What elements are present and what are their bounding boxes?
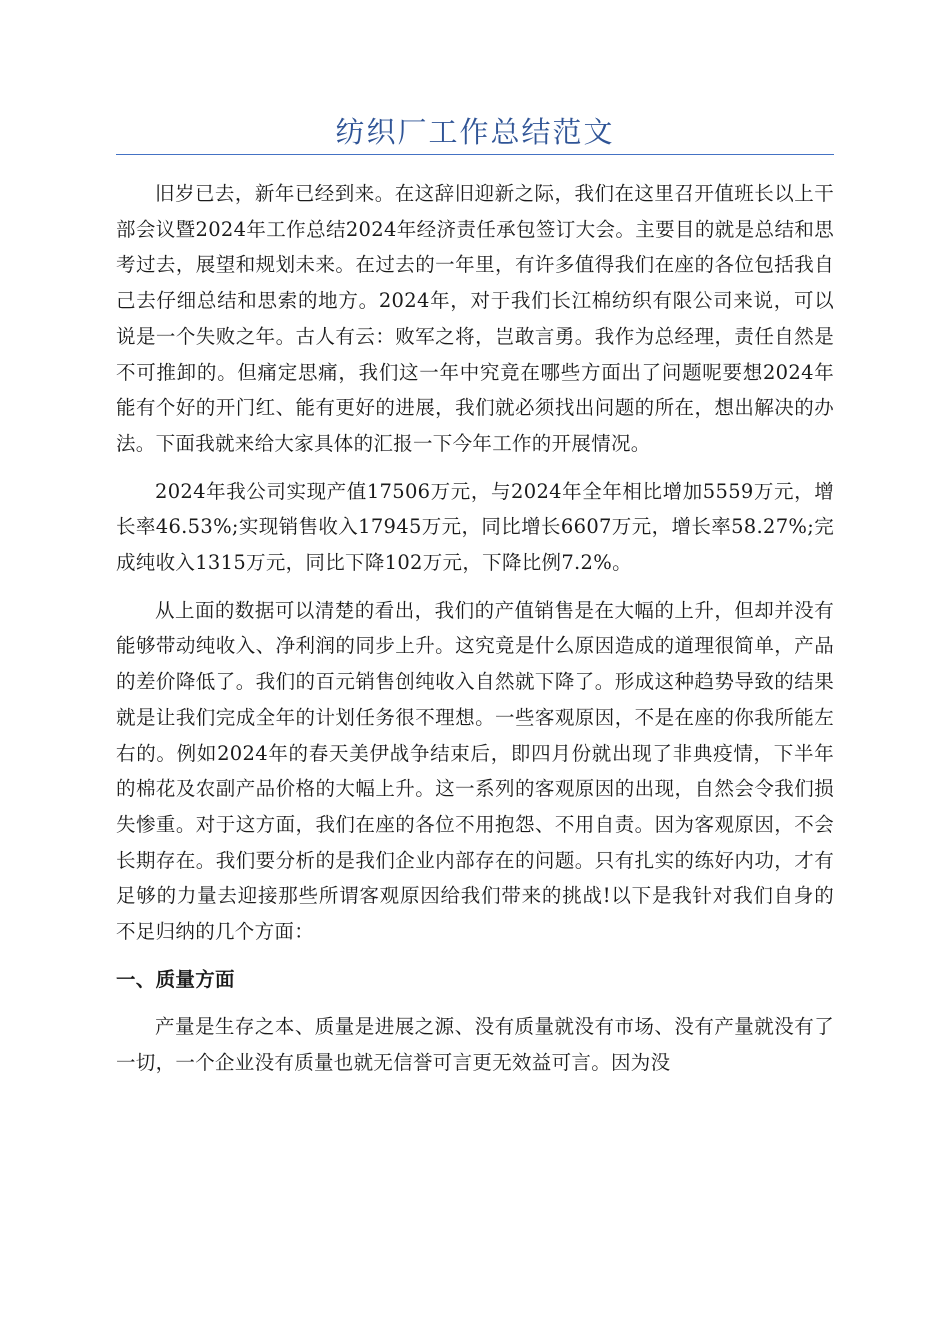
- document-body: [116, 176, 834, 1093]
- paragraph-analysis: 从上面的数据可以清楚的看出，我们的产值销售是在大幅的上升，但却并没有能够带动纯收入、净利润的同步上升。这究竟是什么原因造成的道理很简单，产品的差价降低了。我们的百元销售创纯收入自然就下降了。形成这种趋势导致的结果就是让我们完成全年的计划任务很不理想。一些客观原因，不是在座的你我所能左右的。例如2024年的春天美伊战争结束后，即四月份就出现了非典疫情，下半年的棉花及农副产品价格的大幅上升。这一系列的客观原因的出现，自然会令我们损失惨重。对于这方面，我们在座的各位不用抱怨、不用自责。因为客观原因，不会长期存在。我们要分析的是我们企业内部存在的问题。只有扎实的练好内功，才有足够的力量去迎接那些所谓客观原因给我们带来的挑战!以下是我针对我们自身的不足归纳的几个方面：: [116, 598, 834, 944]
- paragraph-quality: 产量是生存之本、质量是进展之源、没有质量就没有市场、没有产量就没有了一切，一个企业没有质量也就无信誉可言更无效益可言。因为没: [116, 1015, 834, 1075]
- paragraph-intro: 旧岁已去，新年已经到来。在这辞旧迎新之际，我们在这里召开值班长以上干部会议暨2024年工作总结2024年经济责任承包签订大会。主要目的就是总结和思考过去，展望和规划未来。在过去的一年里，有许多值得我们在座的各位包括我自己去仔细总结和思索的地方。2024年，对于我们长江棉纺织有限公司来说，可以说是一个失败之年。古人有云：败军之将，岂敢言勇。我作为总经理，责任自然是不可推卸的。但痛定思痛，我们这一年中究竟在哪些方面出了问题呢要想2024年能有个好的开门红、能有更好的进展，我们就必须找出问题的所在，想出解决的办法。下面我就来给大家具体的汇报一下今年工作的开展情况。: [116, 182, 834, 455]
- title-divider: [116, 154, 834, 155]
- paragraph-figures: 2024年我公司实现产值17506万元，与2024年全年相比增加5559万元，增长率46.53%;实现销售收入17945万元，同比增长6607万元，增长率58.27%;完成纯收入1315万元，同比下降102万元，下降比例7.2%。: [116, 479, 834, 575]
- document-title: 纺织厂工作总结范文: [335, 115, 615, 149]
- section-heading-quality: 一、质量方面: [116, 967, 235, 991]
